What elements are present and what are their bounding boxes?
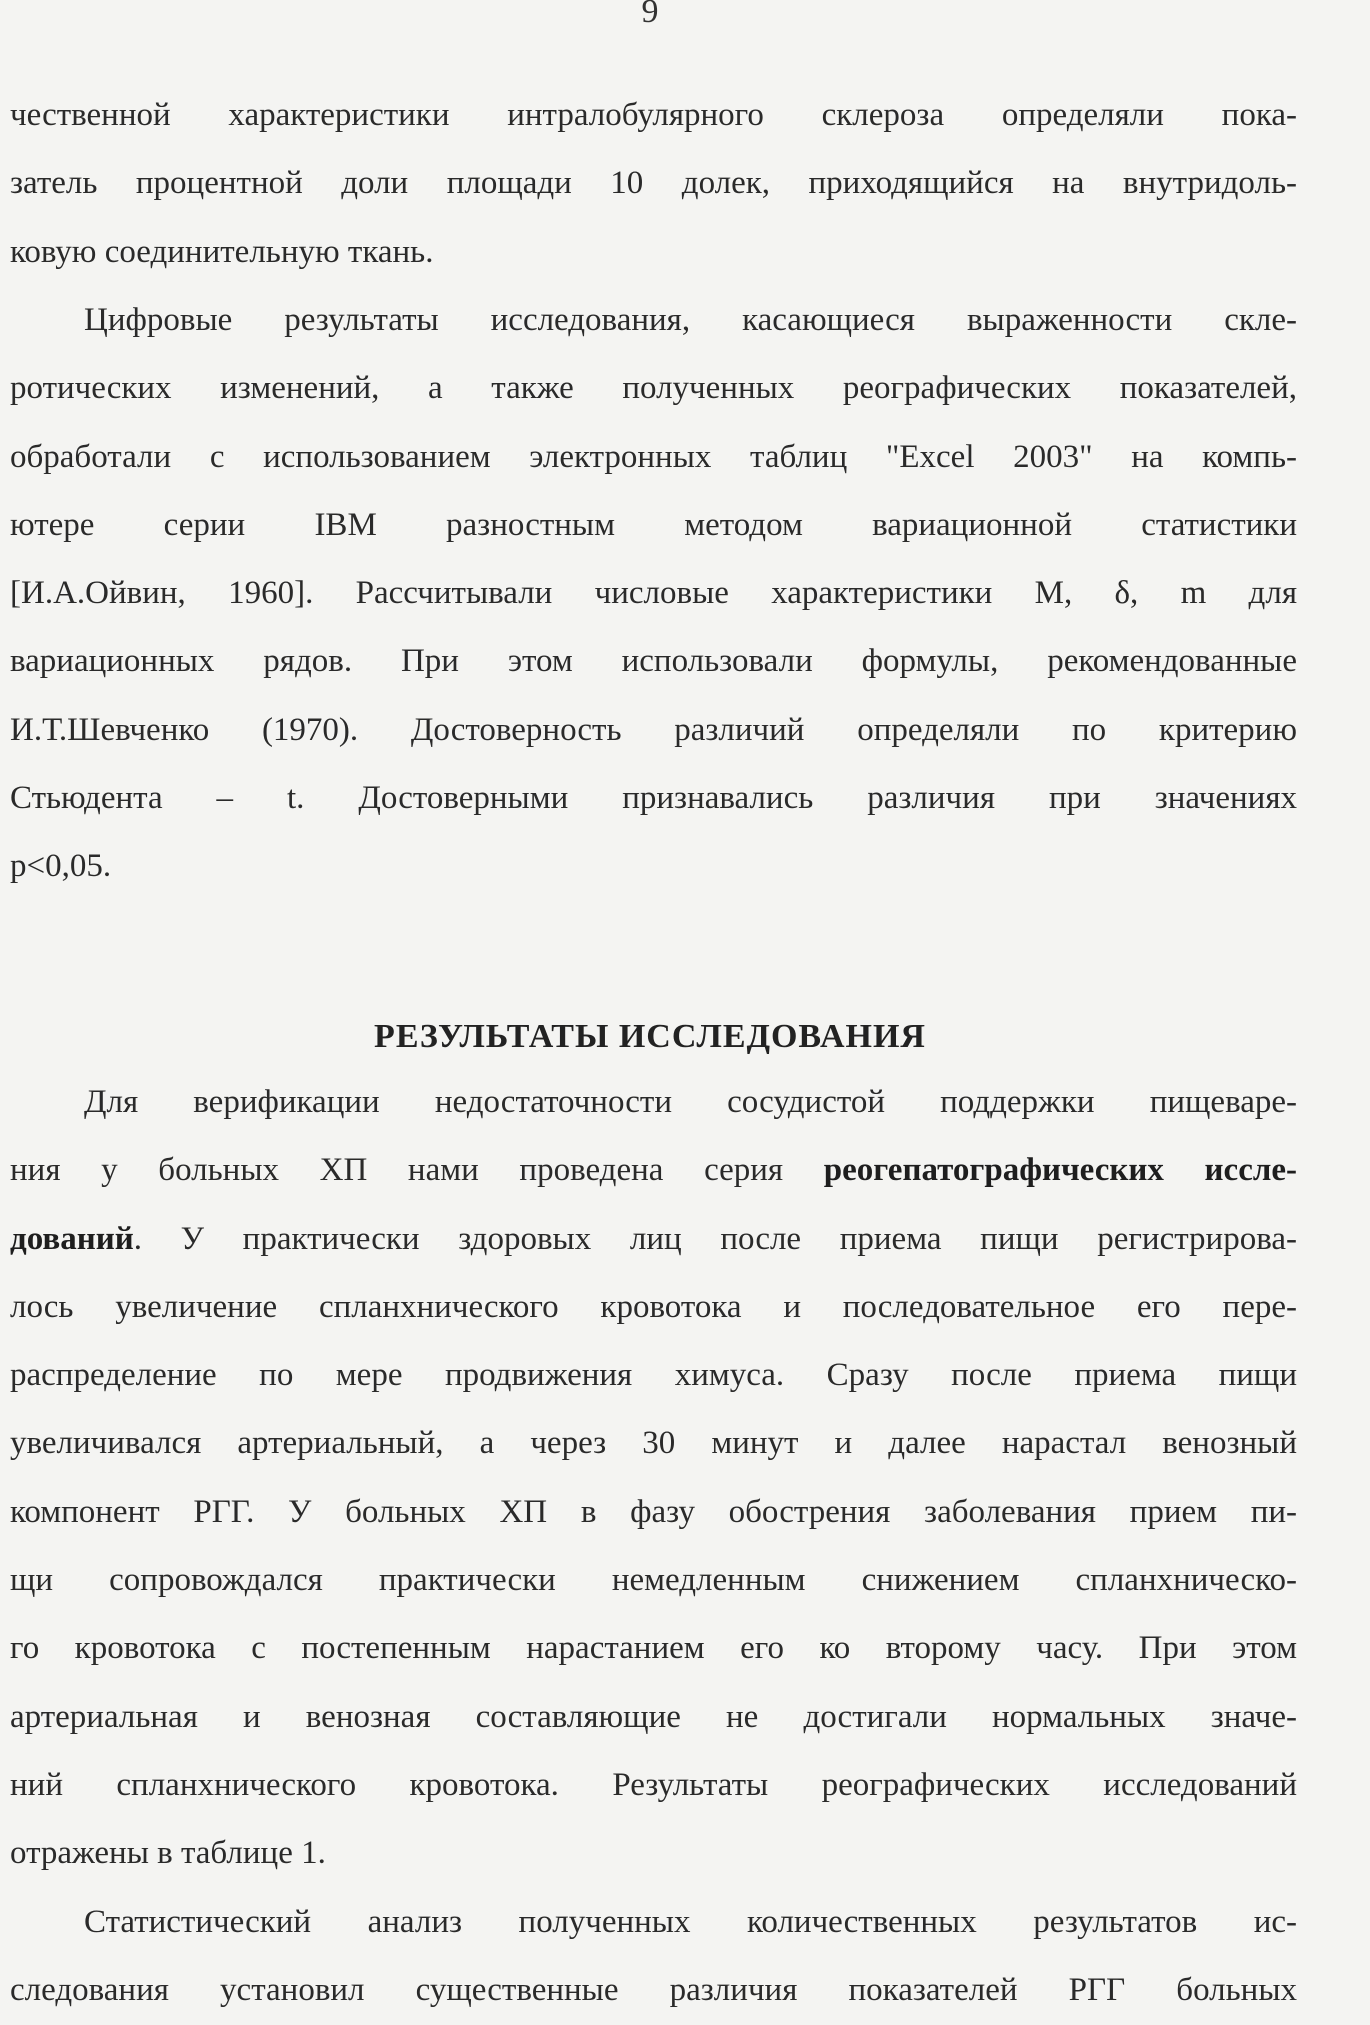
text-line: Цифровые результаты исследования, касающиеся выраженности скле- xyxy=(84,302,1297,338)
text-line: увеличивался артериальный, а через 30 минут и далее нарастал венозный xyxy=(10,1425,1297,1462)
text-line: го кровотока с постепенным нарастанием его ко второму часу. При этом xyxy=(10,1630,1297,1667)
paragraph-analysis xyxy=(10,1888,1297,2025)
text-line: распределение по мере продвижения химуса. Сразу после приема пищи xyxy=(10,1357,1297,1394)
text-line: лось увеличение спланхнического кровотока и последовательное его пере- xyxy=(10,1288,1297,1325)
paragraph-results xyxy=(10,1068,1297,1888)
text-line: ротических изменений, а также полученных реографических показателей, xyxy=(10,370,1297,407)
text-line: p<0,05. xyxy=(10,848,112,885)
text-line xyxy=(10,1205,1297,1273)
text-line: компонент РГГ. У больных ХП в фазу обострения заболевания прием пи- xyxy=(10,1493,1297,1530)
emphasized-term: дований xyxy=(10,1220,134,1257)
text-line: [И.А.Ойвин, 1960]. Рассчитывали числовые характеристики M, δ, m для xyxy=(10,575,1297,612)
text-line: чественной характеристики интралобулярного склероза определяли пока- xyxy=(10,97,1297,133)
text-line: вариационных рядов. При этом использовали формулы, рекомендованные xyxy=(10,643,1297,680)
text-line: Статистический анализ полученных количественных результатов ис- xyxy=(84,1904,1297,1940)
page-number: 9 xyxy=(641,0,659,30)
paragraph-statistics xyxy=(10,286,1297,901)
text-line: И.Т.Шевченко (1970). Достоверность различий определяли по критерию xyxy=(10,711,1297,748)
text-line: ютере серии IBM разностным методом вариационной статистики xyxy=(10,506,1297,543)
text-segment: ния у больных ХП нами проведена серия xyxy=(10,1152,824,1189)
text-line: отражены в таблице 1. xyxy=(10,1835,326,1872)
paragraph-continuation xyxy=(10,81,1297,286)
text-line: ковую соединительную ткань. xyxy=(10,233,434,270)
section-heading: РЕЗУЛЬТАТЫ ИССЛЕДОВАНИЯ xyxy=(374,1018,926,1055)
text-line: артериальная и венозная составляющие не достигали нормальных значе- xyxy=(10,1698,1297,1735)
emphasized-term: реогепатографических иссле- xyxy=(823,1152,1297,1189)
text-line: Стьюдента – t. Достоверными признавались различия при значениях xyxy=(10,780,1297,817)
text-segment: . У практически здоровых лиц после приема пищи регистрирова- xyxy=(133,1220,1297,1257)
text-line xyxy=(10,1136,1297,1204)
text-line: ний спланхнического кровотока. Результаты реографических исследований xyxy=(10,1766,1297,1803)
text-line: Для верификации недостаточности сосудистой поддержки пищеваре- xyxy=(84,1084,1297,1120)
text-line: щи сопровождался практически немедленным снижением спланхническо- xyxy=(10,1562,1297,1599)
text-line: следования установил существенные различия показателей РГГ больных xyxy=(10,1972,1297,2009)
text-line: затель процентной доли площади 10 долек, приходящийся на внутридоль- xyxy=(10,165,1297,202)
text-line: обработали с использованием электронных таблиц "Excel 2003" на компь- xyxy=(10,438,1297,475)
